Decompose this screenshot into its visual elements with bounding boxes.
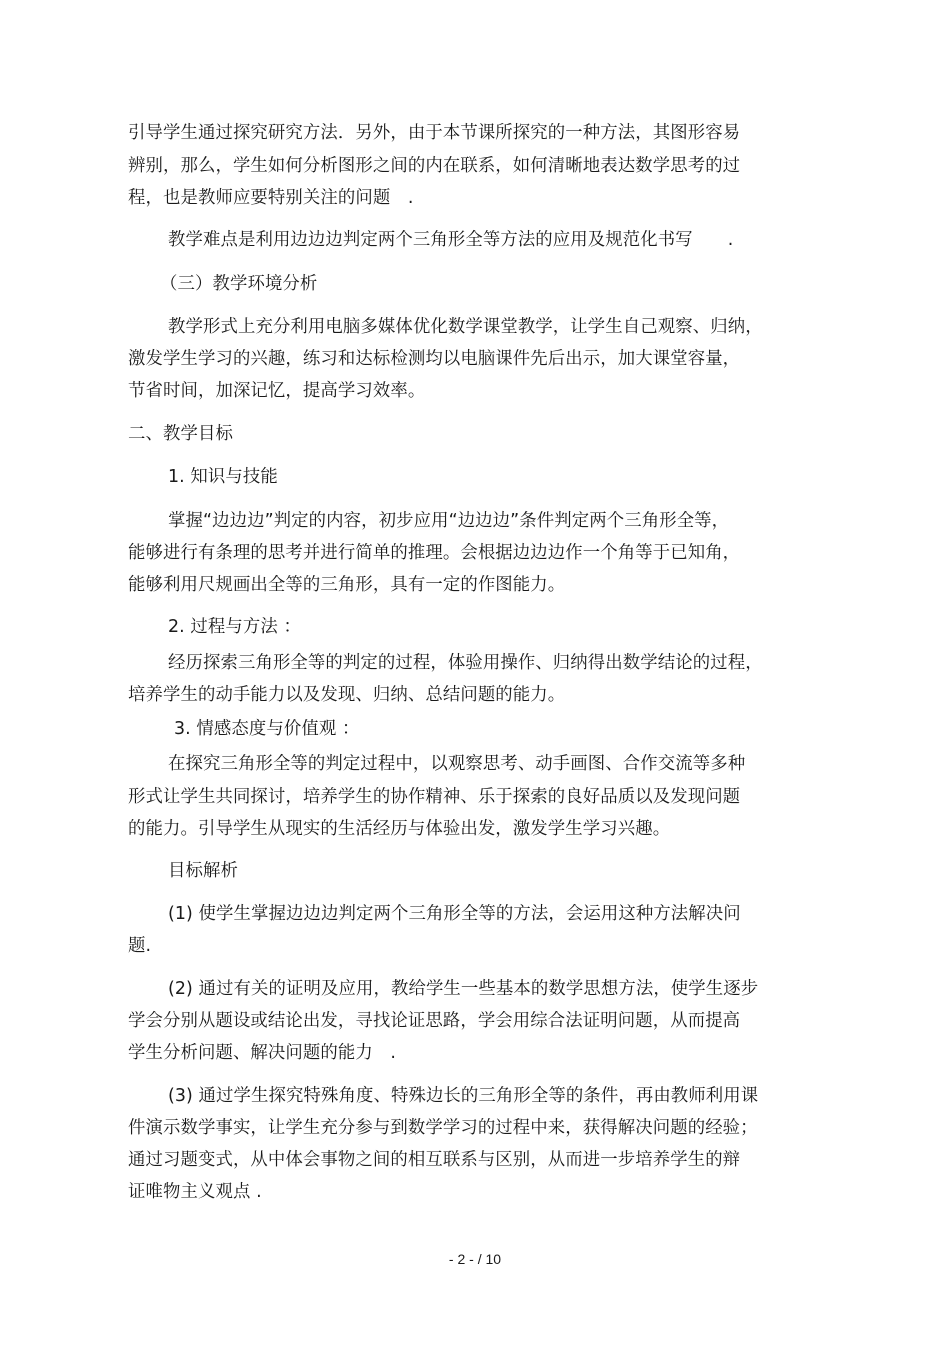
text-line: 能够利用尺规画出全等的三角形，具有一定的作图能力。: [128, 575, 566, 595]
text-line: 的能力。引导学生从现实的生活经历与体验出发，激发学生学习兴趣。: [128, 819, 671, 839]
text-line: (1) 使学生掌握边边边判定两个三角形全等的方法，会运用这种方法解决问: [168, 904, 741, 924]
text-line: 通过习题变式，从中体会事物之间的相互联系与区别，从而进一步培养学生的辩: [128, 1150, 741, 1170]
text-line: 形式让学生共同探讨，培养学生的协作精神、乐于探索的良好品质以及发现问题: [128, 787, 741, 807]
text-line: 能够进行有条理的思考并进行简单的推理。会根据边边边作一个角等于已知角，: [128, 543, 741, 563]
text-line: (3) 通过学生探究特殊角度、特殊边长的三角形全等的条件，再由教师利用课: [168, 1086, 759, 1106]
section-heading-environment: （三）教学环境分析: [160, 274, 318, 294]
subheading-attitudes-values: 3. 情感态度与价值观 ：: [174, 719, 360, 739]
text-line: 节省时间，加深记忆，提高学习效率。: [128, 381, 426, 401]
text-line: 引导学生通过探究研究方法．另外，由于本节课所探究的一种方法，其图形容易: [128, 123, 741, 143]
section-heading-objectives: 二、教学目标: [128, 424, 233, 444]
text-line: 教学形式上充分利用电脑多媒体优化数学课堂教学，让学生自己观察、归纳，: [168, 317, 763, 337]
text-line: 证唯物主义观点 .: [128, 1182, 262, 1202]
text-line: 学会分别从题设或结论出发，寻找论证思路，学会用综合法证明问题，从而提高: [128, 1011, 741, 1031]
text-line: 激发学生学习的兴趣，练习和达标检测均以电脑课件先后出示，加大课堂容量，: [128, 349, 741, 369]
text-line: 题.: [128, 936, 152, 956]
text-line: 辨别，那么，学生如何分析图形之间的内在联系，如何清晰地表达数学思考的过: [128, 156, 741, 176]
text-line: 培养学生的动手能力以及发现、归纳、总结问题的能力。: [128, 685, 566, 705]
text-line: 件演示数学事实，让学生充分参与到数学学习的过程中来，获得解决问题的经验；: [128, 1118, 758, 1138]
text-line: 学生分析问题、解决问题的能力 .: [128, 1043, 396, 1063]
text-line: 在探究三角形全等的判定过程中，以观察思考、动手画图、合作交流等多种: [168, 754, 746, 774]
subheading-knowledge-skills: 1. 知识与技能: [168, 467, 278, 487]
page-number: - 2 - / 10: [448, 1251, 502, 1267]
text-line: 经历探索三角形全等的判定的过程，体验用操作、归纳得出数学结论的过程，: [168, 653, 763, 673]
text-line: 程，也是教师应要特别关注的问题 .: [128, 188, 414, 208]
subheading-objective-analysis: 目标解析: [168, 861, 238, 881]
paragraph-teaching-difficulty: 教学难点是利用边边边判定两个三角形全等方法的应用及规范化书写 .: [168, 230, 734, 250]
text-line: (2) 通过有关的证明及应用，教给学生一些基本的数学思想方法，使学生逐步: [168, 979, 759, 999]
subheading-process-methods: 2. 过程与方法 ：: [168, 617, 301, 637]
text-line: 掌握“边边边”判定的内容，初步应用“边边边”条件判定两个三角形全等，: [168, 511, 730, 531]
